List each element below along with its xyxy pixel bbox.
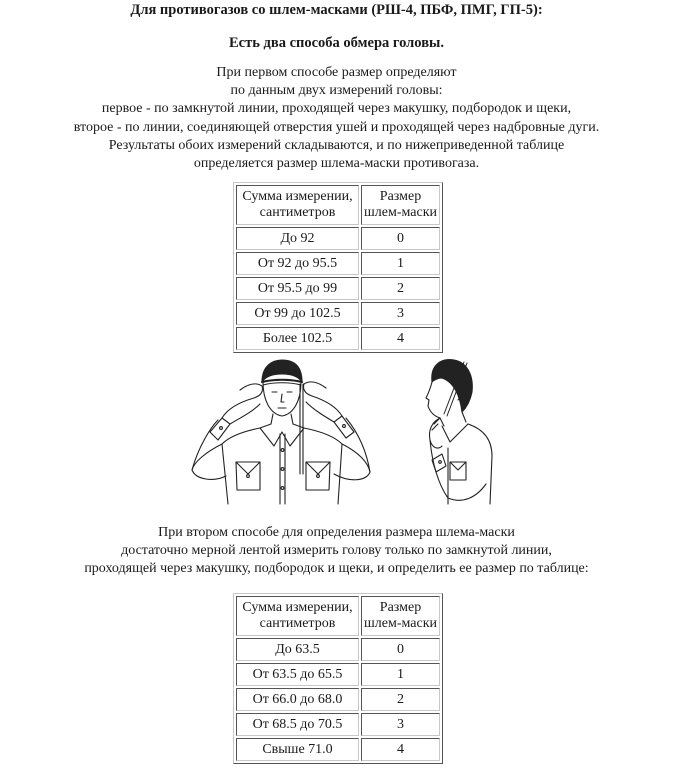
header-sum-cell: Сумма измерении, сантиметров (236, 185, 359, 225)
method2-line: проходящей через макушку, подбородок и щеки, и определить ее размер по таблице: (84, 561, 589, 577)
method1-line: При первом способе размер определяют (216, 65, 457, 80)
method1-line: первое - по замкнутой линии, проходящей через макушку, подбородок и щеки, (101, 101, 572, 117)
method2-line: достаточно мерной лентой измерить голову только по замкнутой линии, (121, 543, 552, 559)
method1-size-table (233, 182, 443, 353)
size-cell: 3 (361, 302, 440, 325)
table-header-row (236, 185, 440, 225)
table-row (236, 638, 440, 661)
table-row (236, 663, 440, 686)
method2-line: При втором способе для определения размера шлема-маски (158, 525, 515, 540)
size-cell: 0 (361, 638, 440, 661)
header-sum-cell: Сумма измерении, сантиметров (236, 596, 359, 636)
table-row (236, 227, 440, 250)
size-cell: 0 (361, 227, 440, 250)
method1-line: Результаты обоих измерений складываются, и по нижеприведенной таблице (108, 137, 565, 153)
page-heading: Для противогазов со шлем-масками (РШ-4, ПБФ, ПМГ, ГП-5): (130, 2, 543, 18)
table-row (236, 713, 440, 736)
page-subheading: Есть два способа обмера головы. (229, 35, 444, 51)
table-row (236, 738, 440, 761)
size-cell: 2 (361, 688, 440, 711)
front-figure-image (192, 360, 370, 504)
table-header-row (236, 596, 440, 636)
side-figure-image (426, 360, 492, 504)
measurement-illustration (170, 352, 510, 512)
range-cell: От 63.5 до 65.5 (236, 663, 359, 686)
method1-line: определяется размер шлема-маски противогаза. (193, 156, 480, 172)
table-row (236, 302, 440, 325)
method1-line: по данным двух измерений головы: (230, 83, 443, 99)
range-cell: От 92 до 95.5 (236, 252, 359, 275)
size-cell: 4 (361, 738, 440, 761)
table-row (236, 252, 440, 275)
range-cell: От 99 до 102.5 (236, 302, 359, 325)
table-row (236, 277, 440, 300)
table-row (236, 688, 440, 711)
method2-size-table (233, 593, 443, 764)
size-cell: 2 (361, 277, 440, 300)
range-cell: До 92 (236, 227, 359, 250)
header-size-cell: Размер шлем-маски (361, 596, 440, 636)
method1-description (0, 64, 673, 173)
range-cell: От 95.5 до 99 (236, 277, 359, 300)
range-cell: От 68.5 до 70.5 (236, 713, 359, 736)
size-cell: 3 (361, 713, 440, 736)
range-cell: До 63.5 (236, 638, 359, 661)
table-row (236, 327, 440, 350)
size-cell: 4 (361, 327, 440, 350)
range-cell: Свыше 71.0 (236, 738, 359, 761)
header-size-cell: Размер шлем-маски (361, 185, 440, 225)
range-cell: От 66.0 до 68.0 (236, 688, 359, 711)
method1-line: второе - по линии, соединяющей отверстия ушей и проходящей через надбровные дуги. (73, 119, 600, 135)
range-cell: Более 102.5 (236, 327, 359, 350)
size-cell: 1 (361, 252, 440, 275)
method2-description (0, 524, 673, 579)
size-cell: 1 (361, 663, 440, 686)
